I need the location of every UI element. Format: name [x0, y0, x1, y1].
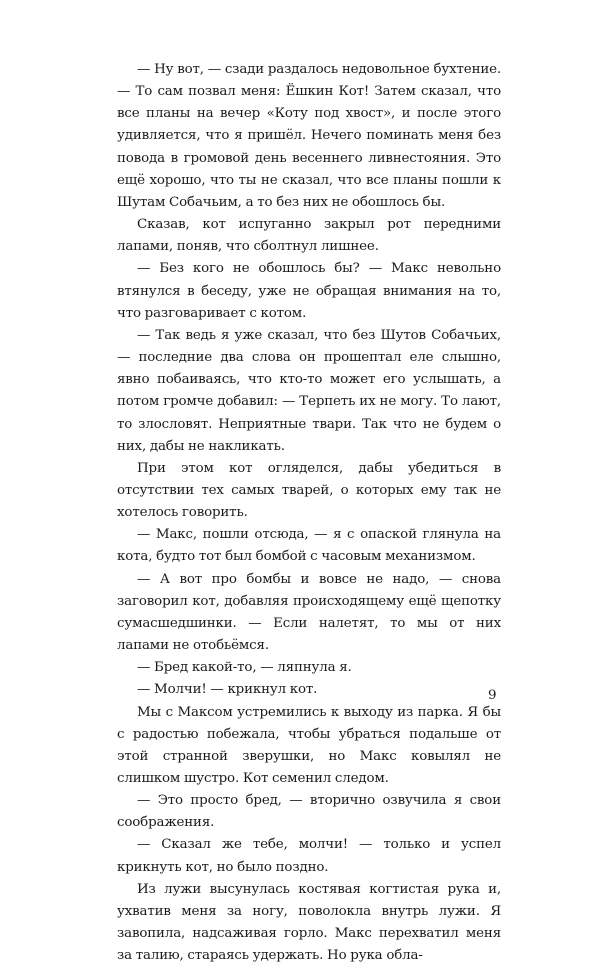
paragraph-11: — Это просто бред, — вторично озвучила я свои соображения.	[117, 793, 501, 831]
page-number: 9	[488, 688, 497, 703]
paragraph-8: — Бред какой-то, — ляпнула я.	[137, 660, 352, 676]
paragraph-6: — Макс, пошли отсюда, — я с опаской глянула на кота, будто тот был бомбой с часовым механизмом.	[117, 527, 501, 565]
paragraph-4: — Так ведь я уже сказал, что без Шутов Собачьих, — последние два слова он прошептал еле слышно, явно побаиваясь, что кто-то может его услышать, а потом громче добавил: — Терпеть их не могу. То лают, то злословят. Неприятные твари. Так что не будем о них, дабы не накликать.	[117, 327, 501, 454]
paragraph-7: — А вот про бомбы и вовсе не надо, — снова заговорил кот, добавляя происходящему ещё щепотку сумасшедшинки. — Если налетят, то мы от них лапами не отобьёмся.	[117, 571, 501, 654]
paragraph-10: Мы с Максом устремились к выходу из парка. Я бы с радостью побежала, чтобы убраться подальше от этой странной зверушки, но Макс ковылял не слишком шустро. Кот семенил следом.	[117, 704, 501, 786]
paragraph-12: — Сказал же тебе, молчи! — только и успел крикнуть кот, но было поздно.	[117, 837, 501, 875]
paragraph-5: При этом кот огляделся, дабы убедиться в отсутствии тех самых тварей, о которых ему так не хотелось говорить.	[117, 460, 501, 521]
paragraph-13: Из лужи высунулась костявая когтистая рука и, ухватив меня за ногу, поволокла внутрь лужи. Я завопила, надсаживая горло. Макс перехватил меня за талию, стараясь удержать. Но рука обла-	[117, 881, 501, 964]
paragraph-2: Сказав, кот испуганно закрыл рот передними лапами, поняв, что сболтнул лишнее.	[117, 217, 501, 255]
paragraph-1: — Ну вот, — сзади раздалось недовольное бухтение. — То сам позвал меня: Ёшкин Кот! Затем сказал, что все планы на вечер «Коту под хвост», и после этого удивляется, что я пришёл. Нечего поминать меня без повода в громовой день весеннего ливнестояния. Это ещё хорошо, что ты не сказал, что все планы пошли к Шутам Собачьим, а то без них не обошлось бы.	[117, 62, 501, 210]
paragraph-3: — Без кого не обошлось бы? — Макс невольно втянулся в беседу, уже не обращая внимания на то, что разговаривает с котом.	[117, 261, 501, 321]
paragraph-9: — Молчи! — крикнул кот.	[137, 682, 318, 698]
body-text	[117, 59, 501, 967]
